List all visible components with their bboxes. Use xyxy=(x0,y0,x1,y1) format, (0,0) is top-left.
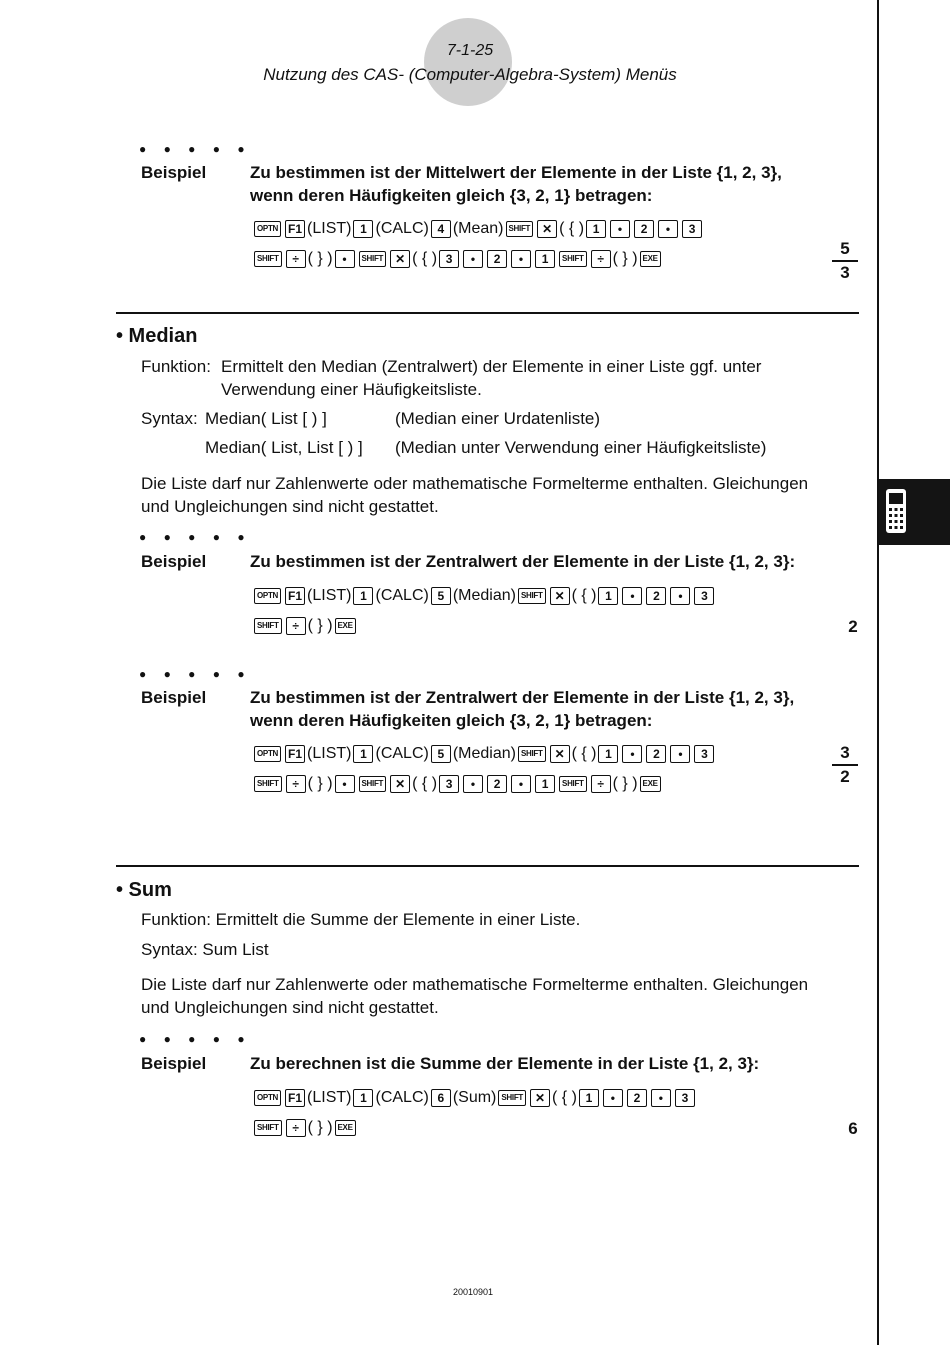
key-5: 5 xyxy=(431,745,451,763)
key-2: 2 xyxy=(646,587,666,605)
key-sequence xyxy=(252,617,358,635)
example-text: Zu berechnen ist die Summe der Elemente in der Liste {1, 2, 3}: xyxy=(250,1054,760,1073)
exe-key: EXE xyxy=(335,618,356,634)
section-rule xyxy=(116,865,859,867)
key-2: 2 xyxy=(627,1089,647,1107)
key-1: 1 xyxy=(353,745,373,763)
key-annotation: (CALC) xyxy=(375,587,429,604)
f1-key: F1 xyxy=(285,745,305,763)
syntax-text: Median( List, List [ ) ] xyxy=(205,438,363,457)
result-denominator: 3 xyxy=(840,263,850,282)
key-1: 1 xyxy=(598,587,618,605)
key-annotation: (LIST) xyxy=(307,745,352,762)
example-marker: ● ● ● ● ● xyxy=(139,667,252,681)
example-label: Beispiel xyxy=(141,163,207,182)
fraction-line xyxy=(832,764,858,766)
key-annotation: ( } ) xyxy=(307,1119,333,1136)
example-label: Beispiel xyxy=(141,1054,207,1073)
shift-key: SHIFT xyxy=(254,1120,282,1136)
key-4: 4 xyxy=(431,220,451,238)
key-annotation: (LIST) xyxy=(307,220,352,237)
syntax-text: Syntax: Sum List xyxy=(141,940,269,959)
note-text: und Ungleichungen sind nicht gestattet. xyxy=(141,998,439,1017)
divide-key: ÷ xyxy=(591,250,611,268)
page-number-circle xyxy=(424,18,512,106)
multiply-key: ✕ xyxy=(550,587,570,605)
comma-key: • xyxy=(670,587,690,605)
key-2: 2 xyxy=(646,745,666,763)
calculator-icon xyxy=(879,479,950,545)
key-6: 6 xyxy=(431,1089,451,1107)
syntax-text: Median( List [ ) ] xyxy=(205,409,327,428)
chapter-tab xyxy=(879,479,950,545)
divide-key: ÷ xyxy=(286,617,306,635)
exe-key: EXE xyxy=(335,1120,356,1136)
syntax-label: Syntax: xyxy=(141,409,198,428)
key-3: 3 xyxy=(694,745,714,763)
key-2: 2 xyxy=(634,220,654,238)
result-numerator: 5 xyxy=(840,239,850,258)
key-2: 2 xyxy=(487,775,507,793)
example-marker: ● ● ● ● ● xyxy=(139,142,252,156)
example-text: wenn deren Häufigkeiten gleich {3, 2, 1} betragen: xyxy=(250,186,653,205)
shift-key: SHIFT xyxy=(518,588,546,604)
fraction-line xyxy=(832,260,858,262)
key-5: 5 xyxy=(431,587,451,605)
multiply-key: ✕ xyxy=(390,775,410,793)
key-annotation: ( } ) xyxy=(307,250,333,267)
key-annotation: ( } ) xyxy=(307,775,333,792)
key-annotation: (CALC) xyxy=(375,745,429,762)
key-annotation: ( { ) xyxy=(559,220,585,237)
example-label: Beispiel xyxy=(141,552,207,571)
comma-key: • xyxy=(670,745,690,763)
key-1: 1 xyxy=(353,220,373,238)
syntax-description: (Median einer Urdatenliste) xyxy=(395,409,601,428)
section-title-median: • Median xyxy=(116,325,198,347)
f1-key: F1 xyxy=(285,1089,305,1107)
shift-key: SHIFT xyxy=(254,251,282,267)
exe-key: EXE xyxy=(640,251,661,267)
result-denominator: 2 xyxy=(840,767,850,786)
key-annotation: ( { ) xyxy=(412,775,438,792)
key-annotation: ( { ) xyxy=(571,745,597,762)
key-annotation: ( { ) xyxy=(412,250,438,267)
comma-key: • xyxy=(603,1089,623,1107)
key-annotation: ( } ) xyxy=(612,775,638,792)
optn-key: OPTN xyxy=(254,1090,281,1106)
divide-key: ÷ xyxy=(286,1119,306,1137)
key-annotation: ( { ) xyxy=(552,1089,577,1106)
note-text: Die Liste darf nur Zahlenwerte oder mathematische Formelterme enthalten. Gleichungen xyxy=(141,474,809,493)
comma-key: • xyxy=(622,587,642,605)
example-text: Zu bestimmen ist der Mittelwert der Elemente in der Liste {1, 2, 3}, xyxy=(250,163,782,182)
comma-key: • xyxy=(622,745,642,763)
shift-key: SHIFT xyxy=(506,221,534,237)
optn-key: OPTN xyxy=(254,588,281,604)
key-annotation: (LIST) xyxy=(307,1089,352,1106)
page-number: 7-1-25 xyxy=(446,42,494,59)
comma-key: • xyxy=(335,775,355,793)
funktion-text: Verwendung einer Häufigkeitsliste. xyxy=(221,380,482,399)
key-annotation: (CALC) xyxy=(375,220,429,237)
key-annotation: (Sum) xyxy=(452,1089,497,1106)
example-marker: ● ● ● ● ● xyxy=(139,530,252,544)
key-annotation: ( } ) xyxy=(307,617,333,634)
multiply-key: ✕ xyxy=(537,220,557,238)
key-annotation: (CALC) xyxy=(375,1089,429,1106)
key-sequence xyxy=(252,1089,697,1107)
key-3: 3 xyxy=(694,587,714,605)
key-1: 1 xyxy=(535,250,555,268)
key-1: 1 xyxy=(353,587,373,605)
page-edge-line xyxy=(877,0,879,1345)
section-rule xyxy=(116,312,859,314)
key-sequence xyxy=(252,1119,358,1137)
example-label: Beispiel xyxy=(141,688,207,707)
comma-key: • xyxy=(463,775,483,793)
note-text: Die Liste darf nur Zahlenwerte oder mathematische Formelterme enthalten. Gleichungen xyxy=(141,975,809,994)
result-value: 2 xyxy=(848,617,858,636)
comma-key: • xyxy=(658,220,678,238)
divide-key: ÷ xyxy=(286,775,306,793)
key-annotation: ( { ) xyxy=(571,587,597,604)
key-2: 2 xyxy=(487,250,507,268)
funktion-text: Funktion: Ermittelt die Summe der Elemente in einer Liste. xyxy=(141,910,581,929)
key-sequence xyxy=(252,250,663,268)
example-text: Zu bestimmen ist der Zentralwert der Elemente in der Liste {1, 2, 3}: xyxy=(250,552,796,571)
multiply-key: ✕ xyxy=(550,745,570,763)
footer-code: 20010901 xyxy=(452,1287,494,1297)
result-value: 6 xyxy=(848,1119,858,1138)
example-marker: ● ● ● ● ● xyxy=(139,1032,252,1046)
multiply-key: ✕ xyxy=(390,250,410,268)
shift-key: SHIFT xyxy=(254,618,282,634)
key-1: 1 xyxy=(598,745,618,763)
f1-key: F1 xyxy=(285,587,305,605)
comma-key: • xyxy=(511,775,531,793)
shift-key: SHIFT xyxy=(518,746,546,762)
optn-key: OPTN xyxy=(254,746,281,762)
funktion-text: Ermittelt den Median (Zentralwert) der Elemente in einer Liste ggf. unter xyxy=(221,357,762,376)
shift-key: SHIFT xyxy=(559,251,587,267)
key-annotation: (Median) xyxy=(452,745,516,762)
shift-key: SHIFT xyxy=(559,776,587,792)
syntax-description: (Median unter Verwendung einer Häufigkeitsliste) xyxy=(395,438,767,457)
f1-key: F1 xyxy=(285,220,305,238)
comma-key: • xyxy=(610,220,630,238)
key-annotation: (Mean) xyxy=(452,220,504,237)
example-text: Zu bestimmen ist der Zentralwert der Elemente in der Liste {1, 2, 3}, xyxy=(250,688,795,707)
optn-key: OPTN xyxy=(254,221,281,237)
multiply-key: ✕ xyxy=(530,1089,550,1107)
key-sequence xyxy=(252,775,663,793)
key-1: 1 xyxy=(353,1089,373,1107)
shift-key: SHIFT xyxy=(359,776,387,792)
example-text: wenn deren Häufigkeiten gleich {3, 2, 1} betragen: xyxy=(250,711,653,730)
shift-key: SHIFT xyxy=(254,776,282,792)
key-1: 1 xyxy=(535,775,555,793)
comma-key: • xyxy=(463,250,483,268)
note-text: und Ungleichungen sind nicht gestattet. xyxy=(141,497,439,516)
key-sequence xyxy=(252,745,716,763)
shift-key: SHIFT xyxy=(498,1090,526,1106)
key-1: 1 xyxy=(586,220,606,238)
key-annotation: (Median) xyxy=(452,587,516,604)
divide-key: ÷ xyxy=(286,250,306,268)
exe-key: EXE xyxy=(640,776,661,792)
comma-key: • xyxy=(651,1089,671,1107)
comma-key: • xyxy=(511,250,531,268)
key-sequence xyxy=(252,220,704,238)
key-annotation: (LIST) xyxy=(307,587,352,604)
result-numerator: 3 xyxy=(840,743,850,762)
key-annotation: ( } ) xyxy=(612,250,638,267)
section-title-sum: • Sum xyxy=(116,879,172,901)
shift-key: SHIFT xyxy=(359,251,387,267)
key-1: 1 xyxy=(579,1089,599,1107)
key-3: 3 xyxy=(682,220,702,238)
funktion-label: Funktion: xyxy=(141,357,211,376)
key-sequence xyxy=(252,587,716,605)
divide-key: ÷ xyxy=(591,775,611,793)
comma-key: • xyxy=(335,250,355,268)
key-3: 3 xyxy=(439,775,459,793)
key-3: 3 xyxy=(675,1089,695,1107)
chapter-subtitle: Nutzung des CAS- (Computer-Algebra-System) Menüs xyxy=(263,65,677,84)
key-3: 3 xyxy=(439,250,459,268)
